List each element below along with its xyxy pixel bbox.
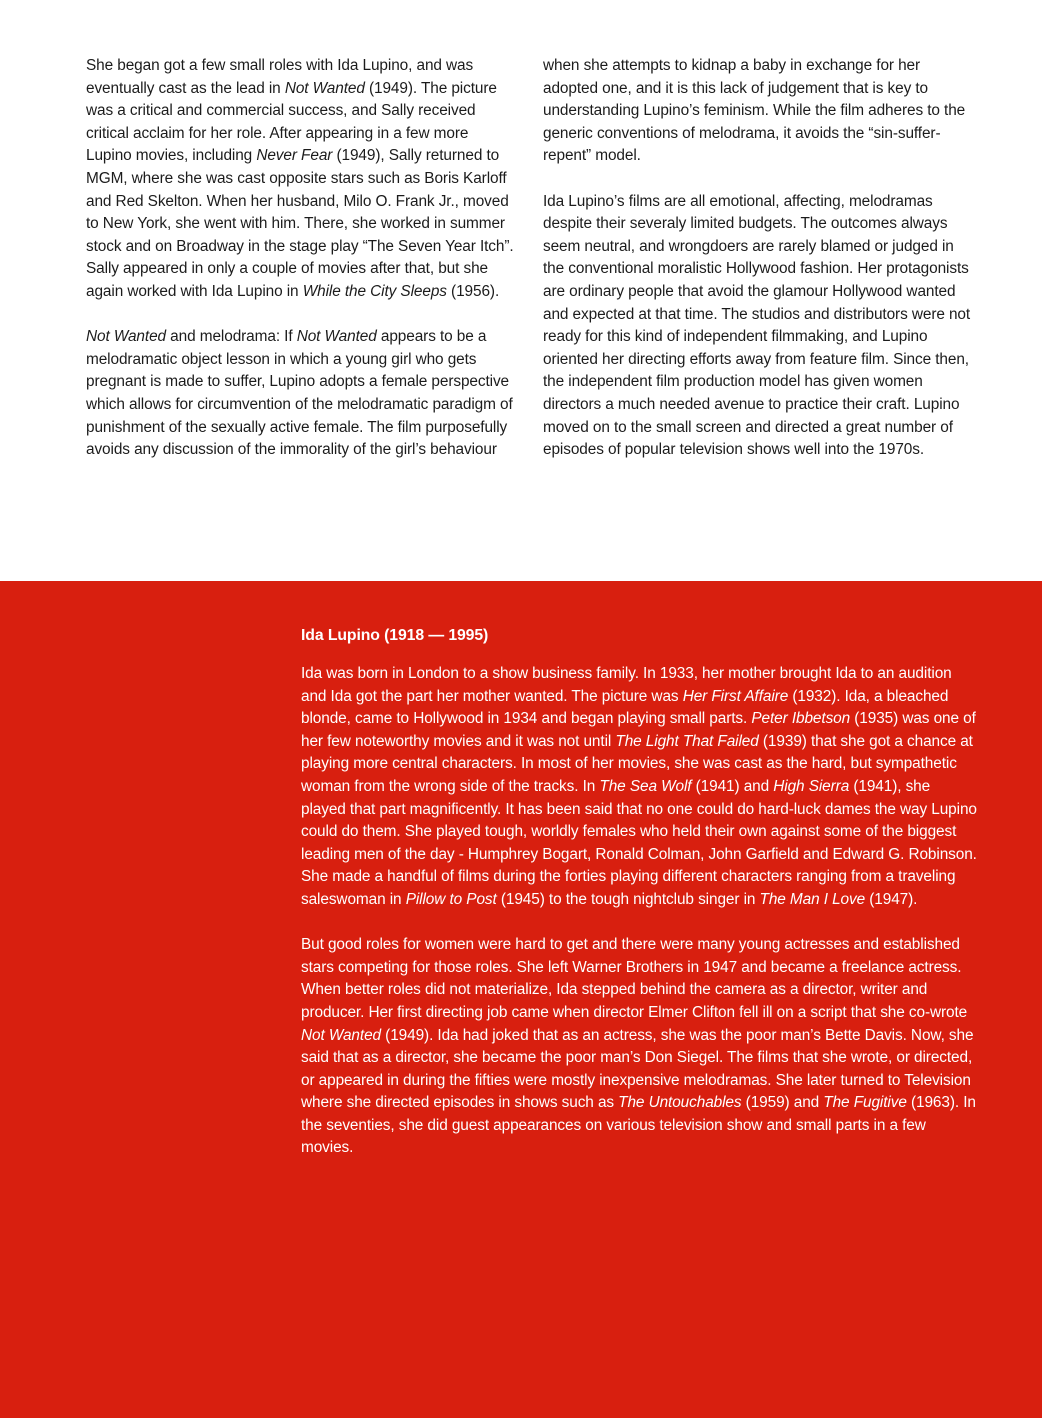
right-paragraph-2: Ida Lupino’s films are all emotional, affecting, melodramas despite their severaly limited budgets. The outcomes always seem neutral, and wrongdoers are rarely blamed or judged in the conventional moralistic Hollywood fashion. Her protagonists are ordinary people that avoid the glamour Hollywood wanted and expected at that time. The studios and distributors were not ready for this kind of independent filmmaking, and Lupino oriented her directing efforts away from feature film. Since then, the independent film production model has given women directors a much needed avenue to practice their craft. Lupino moved on to the small screen and directed a great number of episodes of popular television shows well into the 1970s. (543, 192, 971, 459)
film-title: The Untouchables (618, 1094, 742, 1112)
film-title: Not Wanted (301, 1026, 381, 1044)
film-title: Never Fear (256, 147, 333, 165)
film-title: The Man I Love (759, 890, 866, 908)
film-title: Her First Affaire (682, 687, 789, 705)
left-paragraph-2: Not Wanted and melodrama: If Not Wanted appears to be a melodramatic object lesson in which a young girl who gets pregnant is made to suffer, Lupino adopts a female perspective which allows for circumvention of the melodramatic paradigm of punishment of the sexually active female. The film purposefully avoids any discussion of the immorality of the girl’s behaviour (86, 328, 513, 459)
biography-paragraph-2: But good roles for women were hard to get and there were many young actresses and established stars competing for those roles. She left Warner Brothers in 1947 and became a freelance actress. When better roles did not materialize, Ida stepped behind the camera as a director, writer and producer. Her first directing job came when director Elmer Clifton fell ill on a script that she co-wrote Not Wanted (1949). Ida had joked that as an actress, she was the poor man’s Bette Davis. Now, she said that as a director, she became the poor man’s Don Siegel. The films that she wrote, or directed, or appeared in during the fifties were mostly inexpensive melodramas. She later turned to Television where she directed episodes in shows such as The Untouchables (1959) and The Fugitive (1963). In the seventies, she did guest appearances on various television show and small parts in a few movies. (301, 936, 976, 1157)
left-paragraph-1: She began got a few small roles with Ida Lupino, and was eventually cast as the lead in Not Wanted (1949). The picture was a critical and commercial success, and Sally received critical acclaim for her role. After appearing in a few more Lupino movies, including Never Fear (1949), Sally returned to MGM, where she was cast opposite stars such as Boris Karloff and Red Skelton. When her husband, Milo O. Frank Jr., moved to New York, she went with him. There, she worked in summer stock and on Broadway in the stage play “The Seven Year Itch”. Sally appeared in only a couple of movies after that, but she again worked with Ida Lupino in While the City Sleeps (1956). (86, 57, 514, 300)
biography-paragraph-1: Ida was born in London to a show business family. In 1933, her mother brought Ida to an audition and Ida got the part her mother wanted. The picture was Her First Affaire (1932). Ida, a bleached blonde, came to Hollywood in 1934 and began playing small parts. Peter Ibbetson (1935) was one of her few noteworthy movies and it was not until The Light That Failed (1939) that she got a chance at playing more central characters. In most of her movies, she was cast as the hard, but sympathetic woman from the wrong side of the tracks. In The Sea Wolf (1941) and High Sierra (1941), she played that part magnificently. It has been said that no one could do hard-luck dames the way Lupino could do them. She played tough, worldly females who held their own against some of the biggest leading men of the day - Humphrey Bogart, Ronald Colman, John Garfield and Edward G. Robinson. She made a handful of films during the forties playing different characters ranging from a traveling saleswoman in Pillow to Post (1945) to the tough nightclub singer in The Man I Love (1947). (301, 665, 977, 908)
film-title: Not Wanted (296, 328, 377, 346)
biography-panel (0, 581, 1042, 1418)
right-column (543, 55, 975, 484)
left-column (86, 55, 514, 484)
film-title: Not Wanted (284, 79, 365, 97)
film-title: The Sea Wolf (599, 777, 692, 795)
film-title: The Light That Failed (615, 732, 759, 750)
film-title: Pillow to Post (405, 890, 497, 908)
film-title: High Sierra (773, 777, 850, 795)
film-title: Not Wanted (86, 328, 166, 346)
film-title: Peter Ibbetson (751, 710, 851, 728)
right-paragraph-1: when she attempts to kidnap a baby in exchange for her adopted one, and it is this lack of judgement that is key to understanding Lupino’s feminism. While the film adheres to the generic conventions of melodrama, it avoids the “sin-suffer-repent” model. (543, 57, 966, 165)
biography-content (301, 625, 977, 1183)
film-title: The Fugitive (823, 1094, 907, 1112)
biography-heading: Ida Lupino (1918 — 1995) (301, 627, 489, 644)
film-title: While the City Sleeps (302, 282, 447, 300)
